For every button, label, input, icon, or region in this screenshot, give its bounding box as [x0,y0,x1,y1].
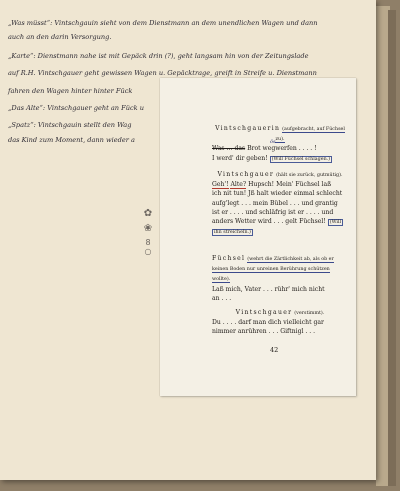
speech-block-2 [212,170,348,237]
struck-text: Was … das [212,145,246,153]
dialogue-line: I werd' dir geben! (Will Füchsel schlagen.) [212,154,331,162]
dialogue-line: anders Wetter wird . . . gelt Füchsel! (Will [212,218,342,226]
handwritten-line: auf R.H. Vintschgauer geht gewissen Wagen u. Gepäcktrage, greift in Streife u. Dienstmann [8,69,317,77]
dialogue-line: aufg'legt . . . mein Bübel . . . und grantig [212,199,338,207]
dialogue-line: ihn streicheln.) [214,230,251,236]
dialogue-line: ich nit tun! Jß halt wieder einmal schlecht [212,190,343,198]
dialogue-line: an . . . [212,294,232,302]
dialogue-line: ist er . . . . und schläfrig ist er . . . . und [212,208,334,216]
page-number: 42 [270,346,279,354]
speaker-heading: Vintschgauer (verstimmt). [235,309,325,316]
dialogue-line: nimmer anrühren . . . Giftnigl . . . [212,328,316,336]
speaker-heading: Vintschgauer (hält sie zurück, gutmütig). [217,171,343,178]
speaker-heading: Füchsel (wehrt die Zärtlichkeit ab, als ob er [212,255,334,262]
speech-block-4 [212,308,348,337]
speaker-heading: Vintschgauerin (aufgebracht, auf Füchsel zu). [215,125,345,143]
handwritten-line: „Das Alte“: Vintschgauer geht an Fück u [8,104,144,112]
dialogue-line: Laß mich, Vater . . . rühr' mich nicht [212,285,325,293]
pencil-circle-icon: ○ [144,247,152,256]
pencil-number: 8 [145,238,151,247]
handwritten-line: das Kind zum Moment, dann wieder a [8,136,135,144]
stage-direction: keinen Boden nur unreinen Berührung schützen wollte). [212,267,330,283]
handwritten-line: „Spatz“: Vintschgauin stellt den Wag [8,121,132,129]
flower-sketch-icon: ❀ [143,223,153,234]
handwritten-line: fahren den Wagen hinter hinter Fück [8,87,133,95]
book-page-shadow [388,10,396,486]
handwritten-insertion: ös [270,139,276,146]
dialogue-line: Geh'! Alte? Hupsch! Mein' Füchsel laß [212,181,332,189]
speech-block-3 [212,254,348,303]
dialogue-line: ös Was … das Brot wegwerfen . . . . ! [212,139,317,153]
dialogue-line: Du . . . . darf man dich vielleicht gar [212,319,324,327]
pasted-printed-page [160,78,356,396]
speech-block-1 [212,124,348,164]
handwritten-line: „Was müsst“: Vintschgauin sieht von dem Dienstmann an dem unendlichen Wagen und dann [8,19,318,27]
handwritten-line: „Karte“: Dienstmann nahe ist mit Gepäck drin (?), geht langsam hin von der Zeitungslade [8,52,309,60]
handwritten-line: auch an den darin Versorgung. [8,33,112,41]
flower-sketch-icon: ✿ [143,208,153,219]
pencil-sketches [138,208,158,260]
